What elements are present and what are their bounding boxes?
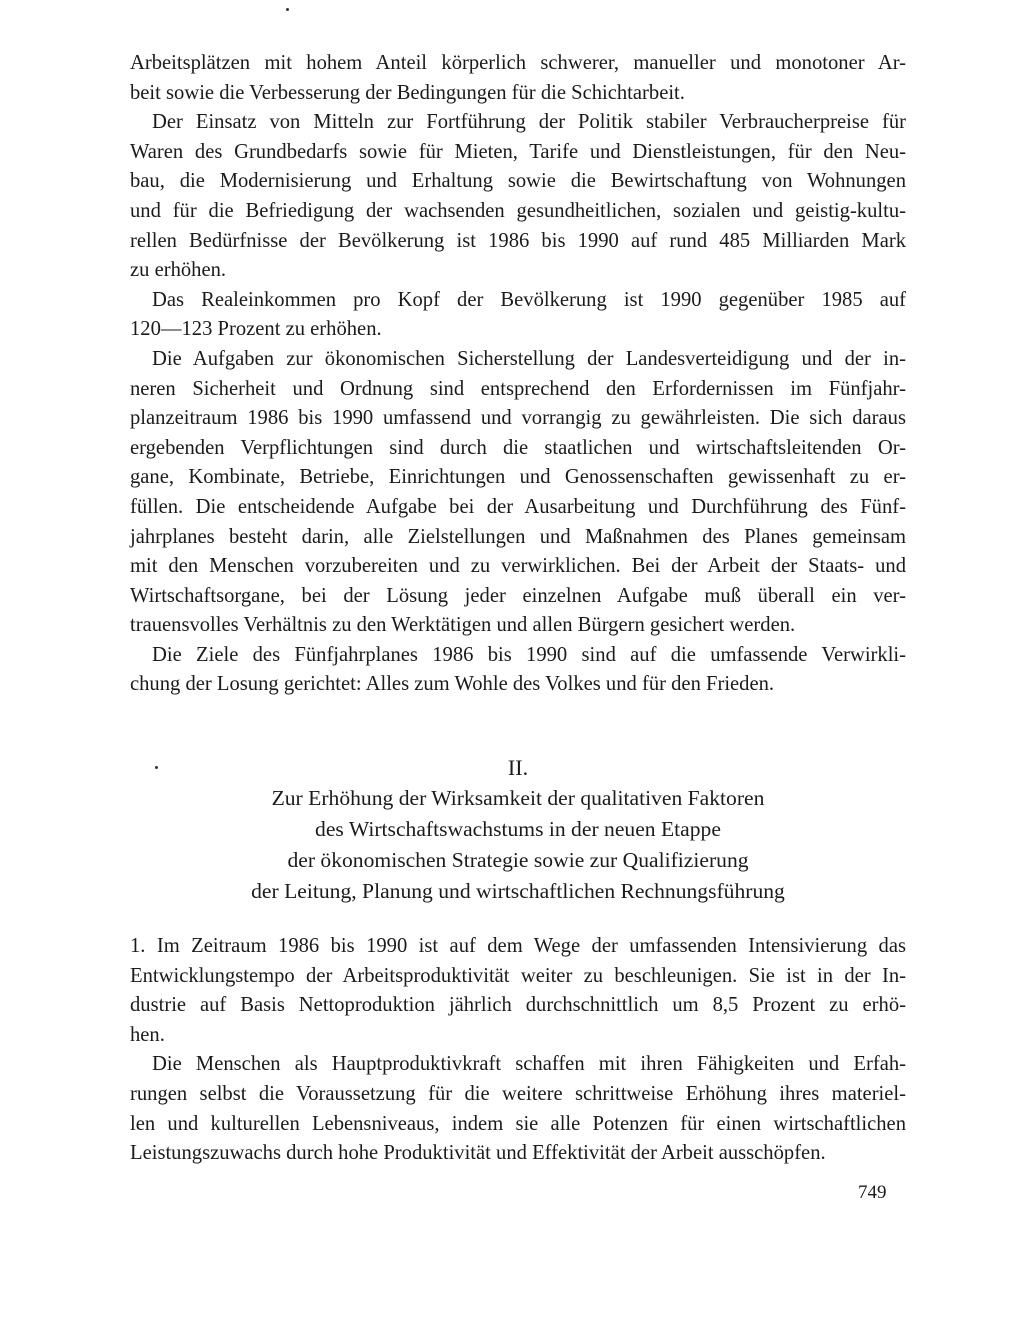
- text-line: Die Menschen als Hauptproduktivkraft schaffen mit ihren Fähigkeiten und Erfah-: [152, 1053, 906, 1076]
- text-line: zu erhöhen.: [130, 259, 227, 282]
- text-line: rellen Bedürfnisse der Bevölkerung ist 1986 bis 1990 auf rund 485 Milliarden Mark: [130, 229, 906, 252]
- section-title-line: des Wirtschaftswachstums in der neuen Etappe: [315, 817, 721, 841]
- text-line: hen.: [130, 1023, 165, 1046]
- text-line: mit den Menschen vorzubereiten und zu verwirklichen. Bei der Arbeit der Staats- und: [130, 555, 906, 578]
- text-line: beit sowie die Verbesserung der Bedingungen für die Schichtarbeit.: [130, 81, 685, 104]
- section-title-line: Zur Erhöhung der Wirksamkeit der qualitativen Faktoren: [271, 786, 765, 810]
- text-line: Arbeitsplätzen mit hohem Anteil körperlich schwerer, manueller und monotoner Ar-: [130, 52, 906, 74]
- section-number: II.: [507, 755, 529, 780]
- body-text-bottom: [130, 932, 906, 1169]
- text-line: Die Ziele des Fünfjahrplanes 1986 bis 1990 sind auf die umfassende Verwirkli-: [152, 643, 906, 666]
- text-line: Waren des Grundbedarfs sowie für Mieten, Tarife und Dienstleistungen, für den Neu-: [130, 140, 906, 163]
- print-speck: [155, 766, 158, 769]
- text-line: gane, Kombinate, Betriebe, Einrichtungen und Genossenschaften gewissenhaft zu er-: [130, 466, 906, 489]
- section-title-line: der Leitung, Planung und wirtschaftlichen Rechnungsführung: [251, 879, 785, 903]
- section-title-line: der ökonomischen Strategie sowie zur Qualifizierung: [287, 848, 749, 872]
- text-line: dustrie auf Basis Nettoproduktion jährlich durchschnittlich um 8,5 Prozent zu erhö-: [130, 994, 906, 1017]
- print-speck: [286, 8, 289, 11]
- text-line: len und kulturellen Lebensniveaus, indem sie alle Potenzen für einen wirtschaftlichen: [130, 1112, 906, 1135]
- text-line: Die Aufgaben zur ökonomischen Sicherstellung der Landesverteidigung und der in-: [152, 347, 906, 370]
- text-line: Leistungszuwachs durch hohe Produktivität und Effektivität der Arbeit ausschöpfen.: [130, 1142, 826, 1165]
- text-line: bau, die Modernisierung und Erhaltung sowie die Bewirtschaftung von Wohnungen: [130, 170, 906, 193]
- text-line: trauensvolles Verhältnis zu den Werktätigen und allen Bürgern gesichert werden.: [130, 614, 796, 637]
- text-line: neren Sicherheit und Ordnung sind entsprechend den Erfordernissen im Fünfjahr-: [130, 377, 906, 400]
- text-line: rungen selbst die Voraussetzung für die weitere schrittweise Erhöhung ihres materiel-: [130, 1082, 906, 1105]
- text-line: planzeitraum 1986 bis 1990 umfassend und vorrangig zu gewährleisten. Die sich daraus: [130, 407, 906, 430]
- page-number: 749: [858, 1182, 887, 1203]
- text-line: füllen. Die entscheidende Aufgabe bei der Ausarbeitung und Durchführung des Fünf-: [130, 495, 906, 518]
- text-line: chung der Losung gerichtet: Alles zum Wohle des Volkes und für den Frieden.: [130, 673, 775, 696]
- text-line: 1. Im Zeitraum 1986 bis 1990 ist auf dem Wege der umfassenden Intensivierung das: [130, 935, 906, 957]
- text-line: Wirtschaftsorgane, bei der Lösung jeder einzelnen Aufgabe muß überall ein ver-: [130, 584, 906, 607]
- text-line: Das Realeinkommen pro Kopf der Bevölkerung ist 1990 gegenüber 1985 auf: [152, 288, 906, 311]
- text-line: Entwicklungstempo der Arbeitsproduktivität weiter zu beschleunigen. Sie ist in der In-: [130, 964, 906, 987]
- text-line: Der Einsatz von Mitteln zur Fortführung der Politik stabiler Verbraucherpreise für: [152, 111, 906, 134]
- section-heading: [130, 752, 906, 907]
- body-text-top: [130, 49, 906, 700]
- text-line: 120—123 Prozent zu erhöhen.: [130, 318, 382, 341]
- text-line: und für die Befriedigung der wachsenden gesundheitlichen, sozialen und geistig-kultu-: [130, 199, 906, 222]
- text-line: jahrplanes besteht darin, alle Zielstellungen und Maßnahmen des Planes gemeinsam: [130, 525, 906, 548]
- text-line: ergebenden Verpflichtungen sind durch die staatlichen und wirtschaftsleitenden Or-: [130, 436, 906, 459]
